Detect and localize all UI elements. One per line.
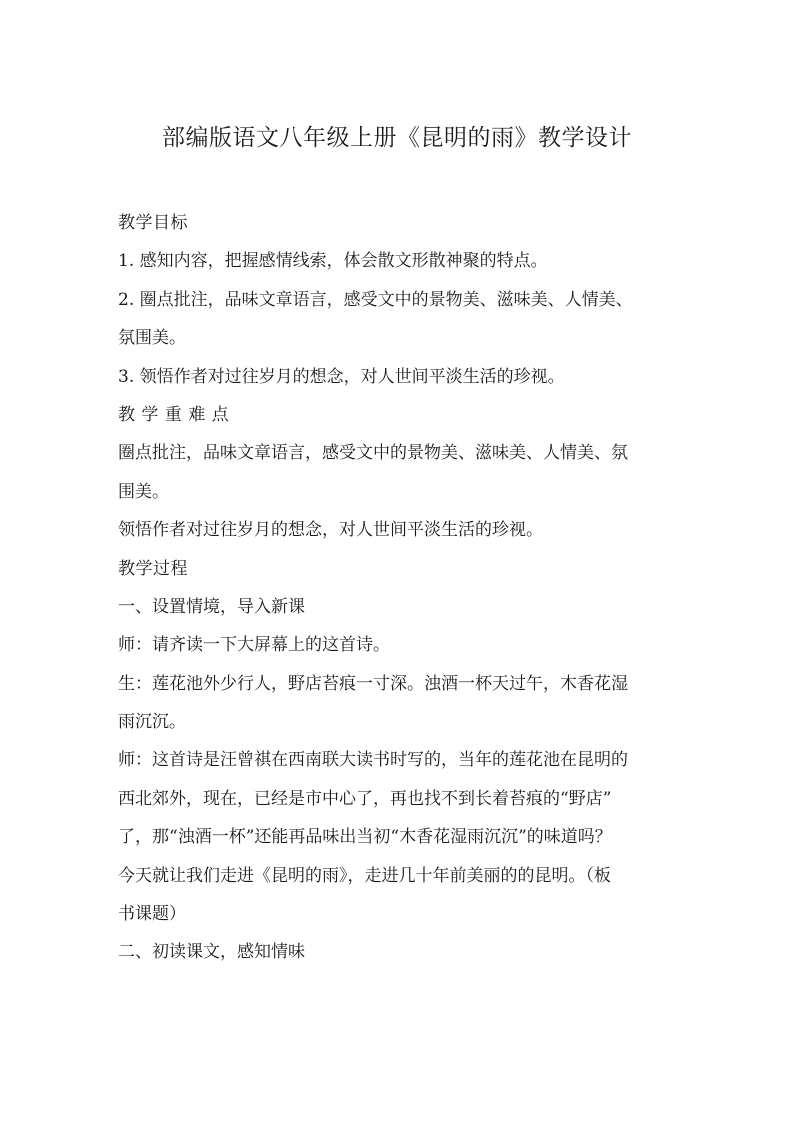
teacher-line-6: 书课题） — [118, 904, 186, 925]
objective-1: 1. 感知内容，把握感情线索，体会散文形散神聚的特点。 — [118, 251, 548, 272]
teacher-line-1: 师：请齐读一下大屏幕上的这首诗。 — [118, 635, 390, 656]
teacher-line-5: 今天就让我们走进《昆明的雨》，走进几十年前美丽的的昆明。（板 — [118, 865, 611, 886]
key-point-1-line-1: 圈点批注，品味文章语言，感受文中的景物美、滋味美、人情美、氛 — [118, 443, 628, 464]
key-point-2: 领悟作者对过往岁月的想念，对人世间平淡生活的珍视。 — [118, 520, 543, 541]
key-point-1-line-2: 围美。 — [118, 481, 169, 502]
student-line-2: 雨沉沉。 — [118, 712, 186, 733]
objective-2-line-1: 2. 圈点批注，品味文章语言，感受文中的景物美、滋味美、人情美、 — [118, 289, 633, 310]
student-line-1: 生：莲花池外少行人，野店苔痕一寸深。浊酒一杯天过午，木香花湿 — [118, 673, 628, 694]
teacher-line-3: 西北郊外，现在，已经是市中心了，再也找不到长着苔痕的“野店” — [118, 788, 612, 809]
document-body — [118, 204, 690, 972]
step-2-heading: 二、初读课文，感知情味 — [118, 942, 305, 963]
teacher-line-4: 了，那“浊酒一杯”还能再品味出当初“木香花湿雨沉沉”的味道吗？ — [118, 827, 612, 848]
section-heading-key-points: 教 学 重 难 点 — [118, 404, 230, 425]
objective-2-line-2: 氛围美。 — [118, 328, 186, 349]
teacher-line-2: 师：这首诗是汪曾祺在西南联大读书时写的，当年的莲花池在昆明的 — [118, 750, 628, 771]
objective-3: 3. 领悟作者对过往岁月的想念，对人世间平淡生活的珍视。 — [118, 366, 565, 387]
section-heading-process: 教学过程 — [118, 558, 188, 579]
document-title: 部编版语文八年级上册《昆明的雨》教学设计 — [162, 125, 632, 151]
section-heading-objectives: 教学目标 — [118, 213, 188, 233]
step-1-heading: 一、设置情境，导入新课 — [118, 596, 305, 617]
